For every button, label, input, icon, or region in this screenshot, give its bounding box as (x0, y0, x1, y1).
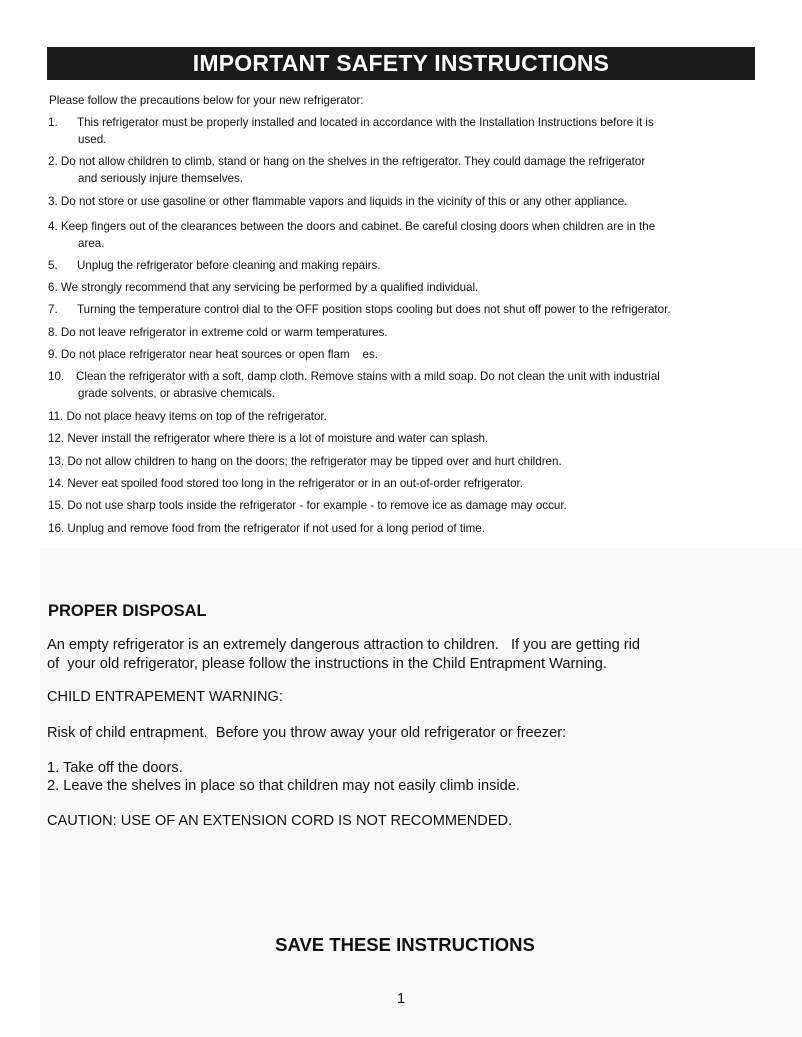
list-item (48, 475, 758, 492)
list-item (48, 346, 758, 363)
disposal-paragraph-line-1: An empty refrigerator is an extremely dangerous attraction to children. If you are getting rid (47, 637, 640, 653)
list-item (48, 497, 758, 514)
item-text-continued: grade solvents, or abrasive chemicals. (78, 387, 276, 400)
item-text: Do not use sharp tools inside the refrigerator - for example - to remove ice as damage may occur. (67, 499, 567, 512)
item-number: 14. (48, 477, 65, 490)
list-item (48, 279, 758, 296)
item-number: 6. (48, 281, 58, 294)
item-text: This refrigerator must be properly installed and located in accordance with the Installation Instructions before it is (77, 116, 654, 129)
page-title: IMPORTANT SAFETY INSTRUCTIONS (47, 47, 755, 80)
save-instructions-heading: SAVE THESE INSTRUCTIONS (275, 934, 535, 955)
list-item (48, 324, 758, 341)
item-text: Keep fingers out of the clearances between the doors and cabinet. Be careful closing doors when children are in the (60, 220, 656, 233)
item-text: Unplug and remove food from the refrigerator if not used for a long period of time. (67, 522, 485, 535)
step-take-off-doors: 1. Take off the doors. (47, 760, 183, 776)
item-number: 13. (48, 455, 65, 468)
item-text-continued: and seriously injure themselves. (78, 172, 243, 185)
extension-cord-caution: CAUTION: USE OF AN EXTENSION CORD IS NOT RECOMMENDED. (47, 813, 513, 829)
item-text: Do not place heavy items on top of the refrigerator. (66, 410, 327, 423)
item-number: 7. (48, 303, 58, 316)
step-leave-shelves: 2. Leave the shelves in place so that children may not easily climb inside. (47, 778, 520, 794)
list-item (48, 257, 758, 274)
item-text: Do not store or use gasoline or other flammable vapors and liquids in the vicinity of this or any other appliance. (60, 195, 628, 208)
item-number: 1. (48, 116, 58, 129)
item-number: 2. (48, 155, 58, 168)
item-text: Do not allow children to climb, stand or hang on the shelves in the refrigerator. They could damage the refrigerator (60, 155, 646, 168)
item-number: 16. (48, 522, 65, 535)
item-number: 8. (48, 326, 58, 339)
item-text: Never install the refrigerator where there is a lot of moisture and water can splash. (67, 432, 489, 445)
proper-disposal-heading: PROPER DISPOSAL (48, 602, 207, 620)
item-number: 5. (48, 259, 58, 272)
item-text: Never eat spoiled food stored too long in the refrigerator or in an out-of-order refrigerator. (67, 477, 523, 490)
disposal-paragraph-line-2: of your old refrigerator, please follow the instructions in the Child Entrapment Warning. (47, 656, 607, 672)
item-text: Unplug the refrigerator before cleaning and making repairs. (77, 259, 381, 272)
list-item (48, 153, 758, 187)
item-number: 11. (48, 410, 64, 423)
list-item (48, 114, 758, 148)
list-item (48, 453, 758, 470)
risk-statement: Risk of child entrapment. Before you throw away your old refrigerator or freezer: (47, 725, 567, 741)
list-item (48, 218, 758, 252)
item-text-continued: used. (78, 133, 107, 146)
item-text-continued: area. (78, 237, 105, 250)
item-text: Do not leave refrigerator in extreme cold or warm temperatures. (60, 326, 388, 339)
item-text: Turning the temperature control dial to the OFF position stops cooling but does not shut off power to the refrigerator. (77, 303, 671, 316)
list-item (48, 301, 758, 318)
item-number: 12. (48, 432, 65, 445)
item-text: Clean the refrigerator with a soft, damp cloth. Remove stains with a mild soap. Do not clean the unit with industrial (76, 370, 660, 383)
item-number: 9. (48, 348, 58, 361)
child-entrapment-warning-title: CHILD ENTRAPEMENT WARNING: (47, 689, 283, 705)
intro-text: Please follow the precautions below for your new refrigerator: (49, 94, 364, 107)
list-item (48, 368, 758, 402)
item-number: 4. (48, 220, 58, 233)
item-text: We strongly recommend that any servicing be performed by a qualified individual. (60, 281, 479, 294)
list-item (48, 520, 758, 537)
item-number: 15. (48, 499, 65, 512)
item-text: Do not place refrigerator near heat sources or open flam es. (60, 348, 378, 361)
item-text: Do not allow children to hang on the doors; the refrigerator may be tipped over and hurt children. (67, 455, 562, 468)
item-number: 10. (48, 370, 65, 383)
page-number: 1 (396, 990, 406, 1007)
list-item (48, 408, 758, 425)
list-item (48, 430, 758, 447)
item-number: 3. (48, 195, 58, 208)
list-item (48, 193, 758, 210)
